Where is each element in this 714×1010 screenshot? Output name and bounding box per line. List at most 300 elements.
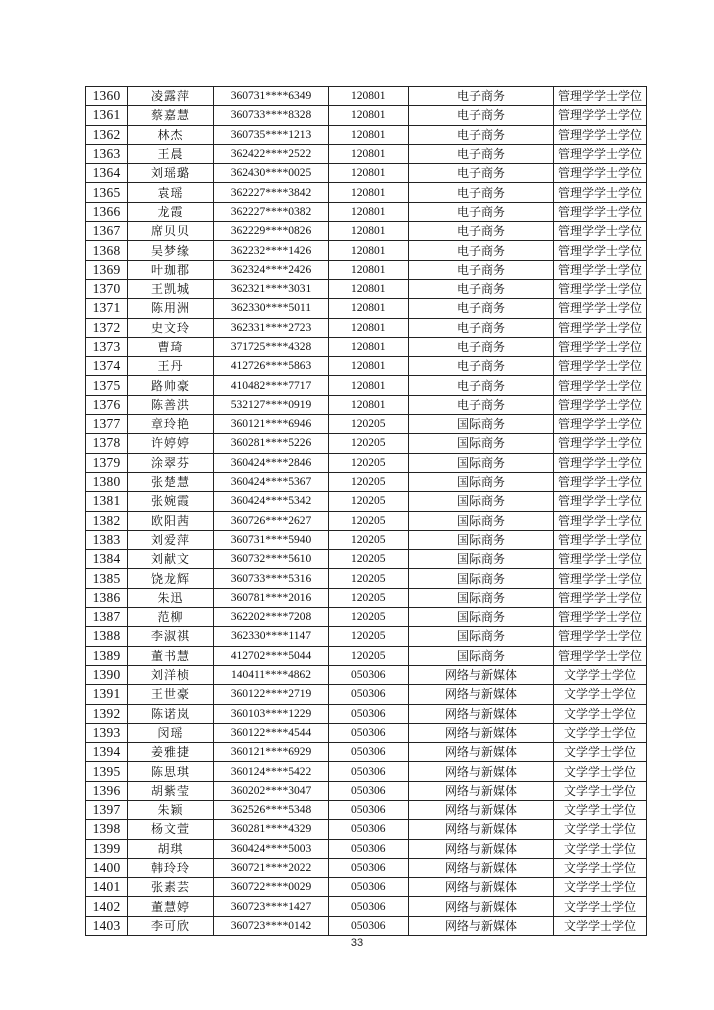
serial-number-cell: 1390 bbox=[86, 665, 128, 684]
major-code-cell: 050306 bbox=[329, 762, 409, 781]
serial-number-cell: 1396 bbox=[86, 781, 128, 800]
student-name-cell: 席贝贝 bbox=[128, 222, 214, 241]
student-name-cell: 刘献文 bbox=[128, 550, 214, 569]
id-number-cell: 410482****7717 bbox=[214, 376, 329, 395]
table-row bbox=[86, 665, 647, 684]
serial-number-cell: 1388 bbox=[86, 627, 128, 646]
major-code-cell: 120205 bbox=[329, 569, 409, 588]
student-name-cell: 陈诺岚 bbox=[128, 704, 214, 723]
serial-number-cell: 1392 bbox=[86, 704, 128, 723]
degree-cell: 管理学学士学位 bbox=[554, 164, 647, 183]
serial-number-cell: 1384 bbox=[86, 550, 128, 569]
student-name-cell: 张楚慧 bbox=[128, 472, 214, 491]
serial-number-cell: 1375 bbox=[86, 376, 128, 395]
student-name-cell: 涂翠芬 bbox=[128, 453, 214, 472]
major-code-cell: 120205 bbox=[329, 530, 409, 549]
degree-cell: 管理学学士学位 bbox=[554, 241, 647, 260]
student-name-cell: 韩玲玲 bbox=[128, 858, 214, 877]
major-name-cell: 电子商务 bbox=[409, 183, 554, 202]
id-number-cell: 360124****5422 bbox=[214, 762, 329, 781]
major-name-cell: 网络与新媒体 bbox=[409, 800, 554, 819]
degree-cell: 文学学士学位 bbox=[554, 723, 647, 742]
student-name-cell: 张素芸 bbox=[128, 878, 214, 897]
serial-number-cell: 1373 bbox=[86, 337, 128, 356]
major-code-cell: 120801 bbox=[329, 125, 409, 144]
id-number-cell: 362526****5348 bbox=[214, 800, 329, 819]
table-row bbox=[86, 916, 647, 935]
major-code-cell: 050306 bbox=[329, 743, 409, 762]
degree-cell: 文学学士学位 bbox=[554, 878, 647, 897]
degree-cell: 管理学学士学位 bbox=[554, 337, 647, 356]
student-name-cell: 胡琪 bbox=[128, 839, 214, 858]
table-row bbox=[86, 299, 647, 318]
major-code-cell: 120801 bbox=[329, 279, 409, 298]
degree-cell: 管理学学士学位 bbox=[554, 222, 647, 241]
major-code-cell: 050306 bbox=[329, 723, 409, 742]
degree-cell: 管理学学士学位 bbox=[554, 646, 647, 665]
degree-cell: 管理学学士学位 bbox=[554, 434, 647, 453]
student-name-cell: 王丹 bbox=[128, 357, 214, 376]
major-code-cell: 120801 bbox=[329, 144, 409, 163]
id-number-cell: 360121****6946 bbox=[214, 415, 329, 434]
major-code-cell: 120801 bbox=[329, 241, 409, 260]
student-name-cell: 林杰 bbox=[128, 125, 214, 144]
table-row bbox=[86, 608, 647, 627]
table-row bbox=[86, 820, 647, 839]
student-name-cell: 张婉霞 bbox=[128, 492, 214, 511]
major-name-cell: 国际商务 bbox=[409, 627, 554, 646]
degree-cell: 文学学士学位 bbox=[554, 839, 647, 858]
table-row bbox=[86, 858, 647, 877]
table-row bbox=[86, 125, 647, 144]
student-name-cell: 刘洋桢 bbox=[128, 665, 214, 684]
major-name-cell: 国际商务 bbox=[409, 530, 554, 549]
major-code-cell: 120801 bbox=[329, 106, 409, 125]
id-number-cell: 360731****5940 bbox=[214, 530, 329, 549]
serial-number-cell: 1402 bbox=[86, 897, 128, 916]
major-code-cell: 120205 bbox=[329, 550, 409, 569]
major-name-cell: 电子商务 bbox=[409, 376, 554, 395]
major-code-cell: 120205 bbox=[329, 415, 409, 434]
degree-cell: 管理学学士学位 bbox=[554, 106, 647, 125]
degree-cell: 管理学学士学位 bbox=[554, 472, 647, 491]
serial-number-cell: 1370 bbox=[86, 279, 128, 298]
serial-number-cell: 1386 bbox=[86, 588, 128, 607]
degree-cell: 管理学学士学位 bbox=[554, 376, 647, 395]
id-number-cell: 362430****0025 bbox=[214, 164, 329, 183]
student-name-cell: 陈用洲 bbox=[128, 299, 214, 318]
table-row bbox=[86, 376, 647, 395]
student-name-cell: 袁瑶 bbox=[128, 183, 214, 202]
student-name-cell: 陈思琪 bbox=[128, 762, 214, 781]
degree-cell: 文学学士学位 bbox=[554, 820, 647, 839]
student-name-cell: 吴梦缘 bbox=[128, 241, 214, 260]
major-name-cell: 网络与新媒体 bbox=[409, 665, 554, 684]
student-name-cell: 李淑祺 bbox=[128, 627, 214, 646]
serial-number-cell: 1389 bbox=[86, 646, 128, 665]
degree-cell: 管理学学士学位 bbox=[554, 492, 647, 511]
major-code-cell: 120205 bbox=[329, 588, 409, 607]
degree-cell: 文学学士学位 bbox=[554, 685, 647, 704]
student-name-cell: 王凯城 bbox=[128, 279, 214, 298]
degree-cell: 文学学士学位 bbox=[554, 704, 647, 723]
serial-number-cell: 1380 bbox=[86, 472, 128, 491]
major-name-cell: 国际商务 bbox=[409, 588, 554, 607]
id-number-cell: 371725****4328 bbox=[214, 337, 329, 356]
serial-number-cell: 1372 bbox=[86, 318, 128, 337]
major-name-cell: 网络与新媒体 bbox=[409, 820, 554, 839]
major-name-cell: 电子商务 bbox=[409, 144, 554, 163]
degree-cell: 文学学士学位 bbox=[554, 897, 647, 916]
table-row bbox=[86, 415, 647, 434]
major-name-cell: 网络与新媒体 bbox=[409, 704, 554, 723]
id-number-cell: 360202****3047 bbox=[214, 781, 329, 800]
page-number: 33 bbox=[350, 937, 364, 949]
id-number-cell: 360732****5610 bbox=[214, 550, 329, 569]
serial-number-cell: 1369 bbox=[86, 260, 128, 279]
major-code-cell: 120205 bbox=[329, 608, 409, 627]
major-code-cell: 050306 bbox=[329, 897, 409, 916]
degree-cell: 管理学学士学位 bbox=[554, 144, 647, 163]
id-number-cell: 360722****0029 bbox=[214, 878, 329, 897]
major-name-cell: 国际商务 bbox=[409, 415, 554, 434]
student-name-cell: 叶珈郡 bbox=[128, 260, 214, 279]
table-row bbox=[86, 511, 647, 530]
id-number-cell: 362232****1426 bbox=[214, 241, 329, 260]
major-code-cell: 050306 bbox=[329, 704, 409, 723]
id-number-cell: 360735****1213 bbox=[214, 125, 329, 144]
major-code-cell: 120801 bbox=[329, 318, 409, 337]
major-name-cell: 电子商务 bbox=[409, 164, 554, 183]
id-number-cell: 362331****2723 bbox=[214, 318, 329, 337]
degree-cell: 文学学士学位 bbox=[554, 916, 647, 935]
major-name-cell: 网络与新媒体 bbox=[409, 916, 554, 935]
major-code-cell: 120801 bbox=[329, 183, 409, 202]
degree-cell: 管理学学士学位 bbox=[554, 511, 647, 530]
serial-number-cell: 1387 bbox=[86, 608, 128, 627]
degree-cell: 文学学士学位 bbox=[554, 781, 647, 800]
major-name-cell: 国际商务 bbox=[409, 434, 554, 453]
major-name-cell: 电子商务 bbox=[409, 125, 554, 144]
major-name-cell: 网络与新媒体 bbox=[409, 685, 554, 704]
major-name-cell: 电子商务 bbox=[409, 395, 554, 414]
id-number-cell: 360122****2719 bbox=[214, 685, 329, 704]
degree-list-sheet bbox=[85, 86, 646, 936]
student-name-cell: 姜雅捷 bbox=[128, 743, 214, 762]
degree-cell: 管理学学士学位 bbox=[554, 395, 647, 414]
id-number-cell: 360733****5316 bbox=[214, 569, 329, 588]
serial-number-cell: 1377 bbox=[86, 415, 128, 434]
major-code-cell: 120205 bbox=[329, 646, 409, 665]
degree-cell: 管理学学士学位 bbox=[554, 530, 647, 549]
id-number-cell: 360723****0142 bbox=[214, 916, 329, 935]
student-name-cell: 凌露萍 bbox=[128, 87, 214, 106]
table-row bbox=[86, 550, 647, 569]
serial-number-cell: 1368 bbox=[86, 241, 128, 260]
id-number-cell: 360424****5367 bbox=[214, 472, 329, 491]
student-name-cell: 王世豪 bbox=[128, 685, 214, 704]
degree-cell: 管理学学士学位 bbox=[554, 357, 647, 376]
student-name-cell: 范柳 bbox=[128, 608, 214, 627]
major-code-cell: 120205 bbox=[329, 434, 409, 453]
id-number-cell: 360424****5003 bbox=[214, 839, 329, 858]
major-code-cell: 050306 bbox=[329, 858, 409, 877]
table-row bbox=[86, 762, 647, 781]
student-name-cell: 曹琦 bbox=[128, 337, 214, 356]
major-name-cell: 网络与新媒体 bbox=[409, 762, 554, 781]
student-name-cell: 蔡嘉慧 bbox=[128, 106, 214, 125]
student-name-cell: 朱迅 bbox=[128, 588, 214, 607]
table-row bbox=[86, 106, 647, 125]
major-code-cell: 120801 bbox=[329, 260, 409, 279]
student-name-cell: 刘爱萍 bbox=[128, 530, 214, 549]
major-name-cell: 电子商务 bbox=[409, 337, 554, 356]
degree-cell: 管理学学士学位 bbox=[554, 588, 647, 607]
id-number-cell: 360122****4544 bbox=[214, 723, 329, 742]
serial-number-cell: 1381 bbox=[86, 492, 128, 511]
table-row bbox=[86, 395, 647, 414]
serial-number-cell: 1400 bbox=[86, 858, 128, 877]
student-name-cell: 章玲艳 bbox=[128, 415, 214, 434]
major-code-cell: 120205 bbox=[329, 627, 409, 646]
id-number-cell: 360721****2022 bbox=[214, 858, 329, 877]
serial-number-cell: 1401 bbox=[86, 878, 128, 897]
student-name-cell: 胡紫莹 bbox=[128, 781, 214, 800]
table-row bbox=[86, 685, 647, 704]
id-number-cell: 362229****0826 bbox=[214, 222, 329, 241]
degree-cell: 管理学学士学位 bbox=[554, 569, 647, 588]
serial-number-cell: 1374 bbox=[86, 357, 128, 376]
id-number-cell: 362321****3031 bbox=[214, 279, 329, 298]
major-code-cell: 120205 bbox=[329, 492, 409, 511]
major-code-cell: 050306 bbox=[329, 878, 409, 897]
major-name-cell: 国际商务 bbox=[409, 492, 554, 511]
degree-cell: 管理学学士学位 bbox=[554, 125, 647, 144]
table-row bbox=[86, 897, 647, 916]
major-name-cell: 网络与新媒体 bbox=[409, 878, 554, 897]
serial-number-cell: 1379 bbox=[86, 453, 128, 472]
major-name-cell: 电子商务 bbox=[409, 299, 554, 318]
student-name-cell: 刘瑶璐 bbox=[128, 164, 214, 183]
degree-cell: 管理学学士学位 bbox=[554, 260, 647, 279]
degree-cell: 文学学士学位 bbox=[554, 858, 647, 877]
serial-number-cell: 1383 bbox=[86, 530, 128, 549]
id-number-cell: 360733****8328 bbox=[214, 106, 329, 125]
id-number-cell: 140411****4862 bbox=[214, 665, 329, 684]
degree-cell: 管理学学士学位 bbox=[554, 453, 647, 472]
student-name-cell: 路帅豪 bbox=[128, 376, 214, 395]
degree-list-table bbox=[85, 86, 647, 936]
major-code-cell: 120801 bbox=[329, 87, 409, 106]
id-number-cell: 360781****2016 bbox=[214, 588, 329, 607]
table-row bbox=[86, 839, 647, 858]
major-name-cell: 网络与新媒体 bbox=[409, 858, 554, 877]
degree-cell: 管理学学士学位 bbox=[554, 279, 647, 298]
table-row bbox=[86, 87, 647, 106]
student-name-cell: 龙霞 bbox=[128, 202, 214, 221]
id-number-cell: 360723****1427 bbox=[214, 897, 329, 916]
id-number-cell: 362422****2522 bbox=[214, 144, 329, 163]
table-row bbox=[86, 704, 647, 723]
table-row bbox=[86, 530, 647, 549]
degree-cell: 文学学士学位 bbox=[554, 762, 647, 781]
major-name-cell: 电子商务 bbox=[409, 241, 554, 260]
student-name-cell: 董书慧 bbox=[128, 646, 214, 665]
student-name-cell: 许婷婷 bbox=[128, 434, 214, 453]
table-row bbox=[86, 202, 647, 221]
serial-number-cell: 1399 bbox=[86, 839, 128, 858]
major-name-cell: 国际商务 bbox=[409, 569, 554, 588]
degree-cell: 管理学学士学位 bbox=[554, 183, 647, 202]
serial-number-cell: 1361 bbox=[86, 106, 128, 125]
major-code-cell: 120801 bbox=[329, 164, 409, 183]
serial-number-cell: 1394 bbox=[86, 743, 128, 762]
table-row bbox=[86, 800, 647, 819]
table-row bbox=[86, 260, 647, 279]
major-code-cell: 120801 bbox=[329, 376, 409, 395]
serial-number-cell: 1395 bbox=[86, 762, 128, 781]
degree-cell: 管理学学士学位 bbox=[554, 415, 647, 434]
major-name-cell: 网络与新媒体 bbox=[409, 743, 554, 762]
major-code-cell: 050306 bbox=[329, 839, 409, 858]
major-code-cell: 050306 bbox=[329, 800, 409, 819]
id-number-cell: 360281****5226 bbox=[214, 434, 329, 453]
id-number-cell: 360424****5342 bbox=[214, 492, 329, 511]
student-name-cell: 王晨 bbox=[128, 144, 214, 163]
major-code-cell: 120801 bbox=[329, 202, 409, 221]
major-code-cell: 050306 bbox=[329, 916, 409, 935]
table-row bbox=[86, 453, 647, 472]
serial-number-cell: 1398 bbox=[86, 820, 128, 839]
serial-number-cell: 1364 bbox=[86, 164, 128, 183]
major-code-cell: 050306 bbox=[329, 820, 409, 839]
serial-number-cell: 1363 bbox=[86, 144, 128, 163]
table-row bbox=[86, 357, 647, 376]
degree-cell: 管理学学士学位 bbox=[554, 87, 647, 106]
table-row bbox=[86, 337, 647, 356]
major-name-cell: 电子商务 bbox=[409, 279, 554, 298]
major-name-cell: 电子商务 bbox=[409, 260, 554, 279]
major-name-cell: 电子商务 bbox=[409, 222, 554, 241]
serial-number-cell: 1376 bbox=[86, 395, 128, 414]
degree-cell: 管理学学士学位 bbox=[554, 318, 647, 337]
degree-cell: 管理学学士学位 bbox=[554, 550, 647, 569]
major-code-cell: 050306 bbox=[329, 685, 409, 704]
major-name-cell: 网络与新媒体 bbox=[409, 723, 554, 742]
major-name-cell: 国际商务 bbox=[409, 608, 554, 627]
student-name-cell: 董慧婷 bbox=[128, 897, 214, 916]
serial-number-cell: 1397 bbox=[86, 800, 128, 819]
serial-number-cell: 1365 bbox=[86, 183, 128, 202]
degree-cell: 管理学学士学位 bbox=[554, 627, 647, 646]
degree-cell: 文学学士学位 bbox=[554, 743, 647, 762]
id-number-cell: 360121****6929 bbox=[214, 743, 329, 762]
degree-list-body bbox=[86, 87, 647, 936]
serial-number-cell: 1378 bbox=[86, 434, 128, 453]
serial-number-cell: 1367 bbox=[86, 222, 128, 241]
table-row bbox=[86, 569, 647, 588]
id-number-cell: 362202****7208 bbox=[214, 608, 329, 627]
id-number-cell: 360424****2846 bbox=[214, 453, 329, 472]
student-name-cell: 朱颖 bbox=[128, 800, 214, 819]
major-name-cell: 电子商务 bbox=[409, 318, 554, 337]
major-name-cell: 网络与新媒体 bbox=[409, 781, 554, 800]
table-row bbox=[86, 723, 647, 742]
student-name-cell: 杨文萱 bbox=[128, 820, 214, 839]
degree-cell: 文学学士学位 bbox=[554, 800, 647, 819]
table-row bbox=[86, 472, 647, 491]
major-code-cell: 120205 bbox=[329, 511, 409, 530]
serial-number-cell: 1391 bbox=[86, 685, 128, 704]
id-number-cell: 532127****0919 bbox=[214, 395, 329, 414]
major-name-cell: 网络与新媒体 bbox=[409, 839, 554, 858]
degree-cell: 文学学士学位 bbox=[554, 665, 647, 684]
major-code-cell: 050306 bbox=[329, 781, 409, 800]
table-row bbox=[86, 164, 647, 183]
major-name-cell: 网络与新媒体 bbox=[409, 897, 554, 916]
table-row bbox=[86, 588, 647, 607]
degree-cell: 管理学学士学位 bbox=[554, 202, 647, 221]
major-code-cell: 120801 bbox=[329, 357, 409, 376]
id-number-cell: 362227****0382 bbox=[214, 202, 329, 221]
serial-number-cell: 1393 bbox=[86, 723, 128, 742]
id-number-cell: 360731****6349 bbox=[214, 87, 329, 106]
serial-number-cell: 1385 bbox=[86, 569, 128, 588]
table-row bbox=[86, 434, 647, 453]
major-code-cell: 120801 bbox=[329, 395, 409, 414]
serial-number-cell: 1382 bbox=[86, 511, 128, 530]
table-row bbox=[86, 318, 647, 337]
degree-cell: 管理学学士学位 bbox=[554, 299, 647, 318]
major-name-cell: 电子商务 bbox=[409, 87, 554, 106]
major-name-cell: 国际商务 bbox=[409, 472, 554, 491]
table-row bbox=[86, 646, 647, 665]
student-name-cell: 史文玲 bbox=[128, 318, 214, 337]
student-name-cell: 欧阳茜 bbox=[128, 511, 214, 530]
major-name-cell: 国际商务 bbox=[409, 453, 554, 472]
major-code-cell: 120801 bbox=[329, 337, 409, 356]
serial-number-cell: 1371 bbox=[86, 299, 128, 318]
major-name-cell: 电子商务 bbox=[409, 357, 554, 376]
table-row bbox=[86, 743, 647, 762]
serial-number-cell: 1362 bbox=[86, 125, 128, 144]
table-row bbox=[86, 492, 647, 511]
table-row bbox=[86, 144, 647, 163]
table-row bbox=[86, 781, 647, 800]
table-row bbox=[86, 241, 647, 260]
id-number-cell: 412702****5044 bbox=[214, 646, 329, 665]
id-number-cell: 360726****2627 bbox=[214, 511, 329, 530]
table-row bbox=[86, 183, 647, 202]
id-number-cell: 362330****5011 bbox=[214, 299, 329, 318]
id-number-cell: 362324****2426 bbox=[214, 260, 329, 279]
id-number-cell: 360103****1229 bbox=[214, 704, 329, 723]
table-row bbox=[86, 222, 647, 241]
major-code-cell: 050306 bbox=[329, 665, 409, 684]
student-name-cell: 陈善洪 bbox=[128, 395, 214, 414]
student-name-cell: 饶龙辉 bbox=[128, 569, 214, 588]
serial-number-cell: 1366 bbox=[86, 202, 128, 221]
major-code-cell: 120801 bbox=[329, 222, 409, 241]
id-number-cell: 362330****1147 bbox=[214, 627, 329, 646]
student-name-cell: 李可欣 bbox=[128, 916, 214, 935]
major-name-cell: 国际商务 bbox=[409, 511, 554, 530]
major-name-cell: 电子商务 bbox=[409, 106, 554, 125]
major-name-cell: 国际商务 bbox=[409, 646, 554, 665]
degree-cell: 管理学学士学位 bbox=[554, 608, 647, 627]
serial-number-cell: 1360 bbox=[86, 87, 128, 106]
major-name-cell: 电子商务 bbox=[409, 202, 554, 221]
